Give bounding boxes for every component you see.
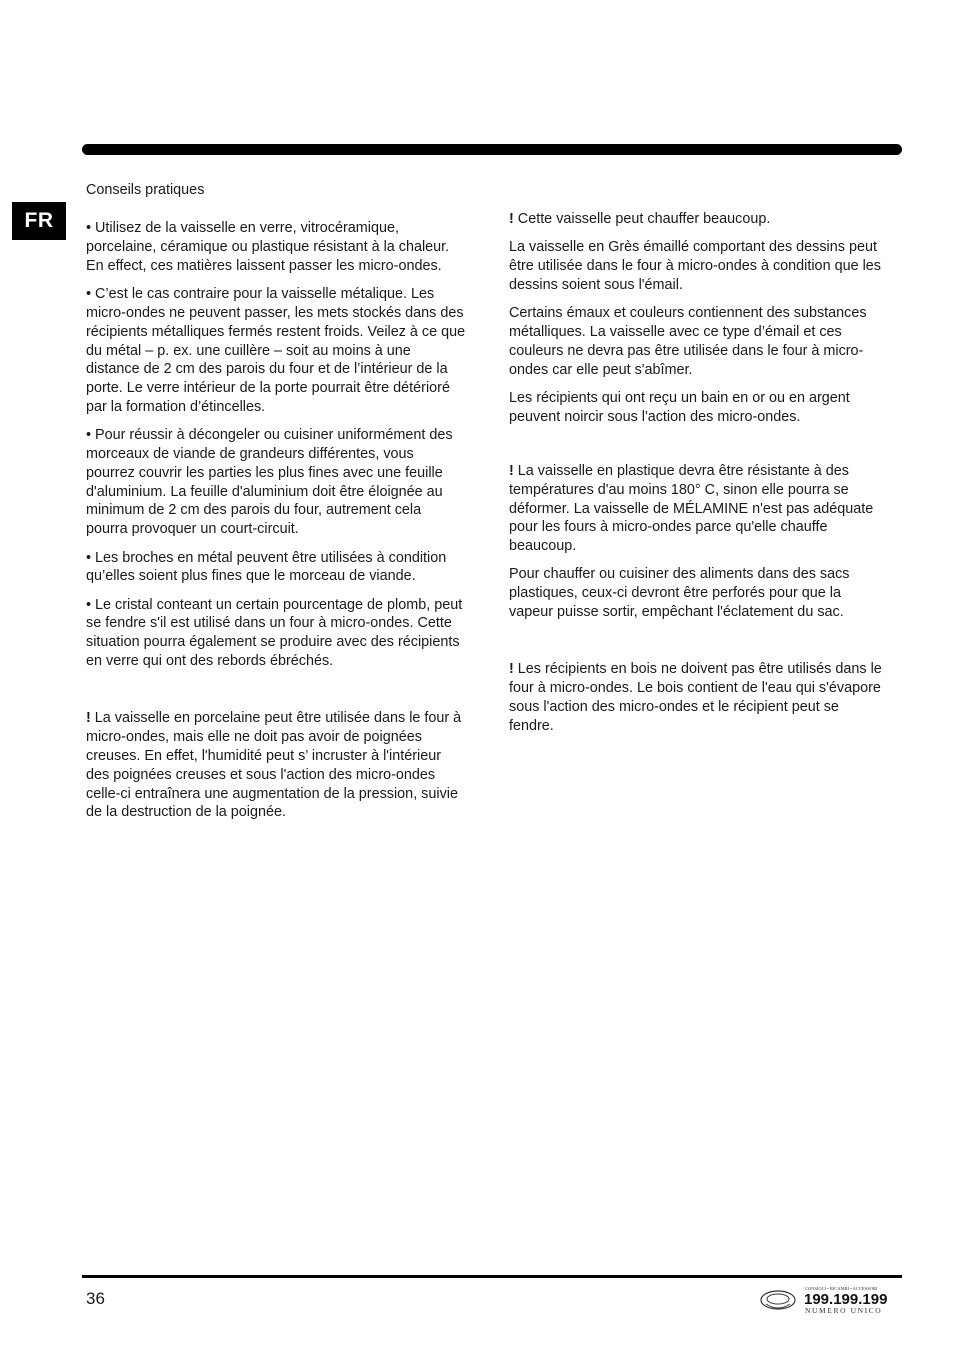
warning-text: La vaisselle en porcelaine peut être utilisée dans le four à micro-ondes, mais elle ne doit pas avoir de poignées creuses. En effet, l'humidité peut s’ incruster à l'intérieur des poignées creuses et sous l'action des micro-ondes celle-ci entraînera une augmentation de la pression, suivie de la destruction de la poignée.: [86, 710, 462, 821]
footer-rule: [82, 1275, 902, 1278]
page-number: 36: [86, 1289, 105, 1308]
section-title: Conseils pratiques: [86, 182, 205, 198]
logo-phone: 199.199.199: [804, 1291, 888, 1308]
body-paragraph: Les récipients qui ont reçu un bain en or ou en argent peuvent noircir sous l'action des micro-ondes.: [509, 389, 850, 425]
language-tab: FR: [12, 202, 66, 240]
logo-subtitle: NUMERO UNICO: [805, 1306, 883, 1315]
warning-mark: !: [509, 661, 514, 678]
left-column: [86, 181, 466, 832]
ceramic-warning: [509, 210, 887, 229]
bullet-paragraph: • Le cristal conteant un certain pourcentage de plomb, peut se fendre s'il est utilisé dans un four à micro-ondes. Cette situation pourra également se produire avec des récipients en verre qui ont des rebords ébréchés.: [86, 596, 463, 670]
warning-mark: !: [509, 211, 514, 227]
plastic-warning: [509, 462, 887, 556]
service-logo: [758, 1282, 898, 1318]
phone-icon: [758, 1282, 898, 1318]
wood-warning: [509, 660, 887, 735]
logo-tagline: CONSIGLI • RICAMBI • ACCESSORI: [805, 1286, 878, 1291]
warning-text: La vaisselle en plastique devra être résistante à des températures d'au moins 180° C, sinon elle pourra se déformer. La vaisselle de MÉLAMINE n'est pas adéquate pour les fours à micro-ondes parce qu'elle chauffe beaucoup.: [509, 462, 874, 555]
body-paragraph: Certains émaux et couleurs contiennent des substances métalliques. La vaisselle avec ce type d’émail et ces couleurs ne devra pas être utilisée dans le four à micro-ondes car elle peut s'abîmer.: [509, 305, 867, 378]
warning-mark: !: [509, 462, 514, 479]
bullet-paragraph: • Les broches en métal peuvent être utilisées à condition qu’elles soient plus fines que le morceau de viande.: [86, 549, 447, 585]
body-paragraph: La vaisselle en Grès émaillé comportant des dessins peut être utilisée dans le four à micro-ondes à condition que les dessins soient sous l'émail.: [509, 239, 881, 293]
warning-text: Les récipients en bois ne doivent pas être utilisés dans le four à micro-ondes. Le bois contient de l'eau qui s'évapore sous l'action des micro-ondes et le récipient peut se fendre.: [509, 661, 882, 734]
body-paragraph: Pour chauffer ou cuisiner des aliments dans des sacs plastiques, ceux-ci devront être perforés pour que la vapeur puisse sortir, empêchant l'éclatement du sac.: [509, 566, 850, 621]
bullet-paragraph: • Utilisez de la vaisselle en verre, vitrocéramique, porcelaine, céramique ou plastique résistant à la chaleur. En effect, ces matières laissent passer les micro-ondes.: [86, 220, 450, 274]
warning-mark: !: [86, 710, 91, 727]
porcelain-warning: [86, 709, 466, 822]
warning-text: Cette vaisselle peut chauffer beaucoup.: [513, 211, 771, 227]
right-column: [509, 210, 887, 745]
bullet-paragraph: • Pour réussir à décongeler ou cuisiner uniformément des morceaux de viande de grandeurs différentes, vous pourrez couvrir les parties les plus fines avec une feuille d'aluminium. La feuille d'aluminium doit être éloignée au minimum de 2 cm des parois du four, autrement cela pourra provoquer un court-circuit.: [86, 427, 453, 538]
bullet-paragraph: • C’est le cas contraire pour la vaisselle métalique. Les micro-ondes ne peuvent passer, les mets stockés dans des récipients métalliques fermés restent froids. Veilez à ce que du métal – p. ex. une cuillère – soit au moins à une distance de 2 cm des parois du four et de l’intérieur de la porte. Le verre intérieur de la porte pourrait être détérioré par la formation d’étincelles.: [86, 286, 466, 415]
header-rule: [82, 144, 902, 155]
